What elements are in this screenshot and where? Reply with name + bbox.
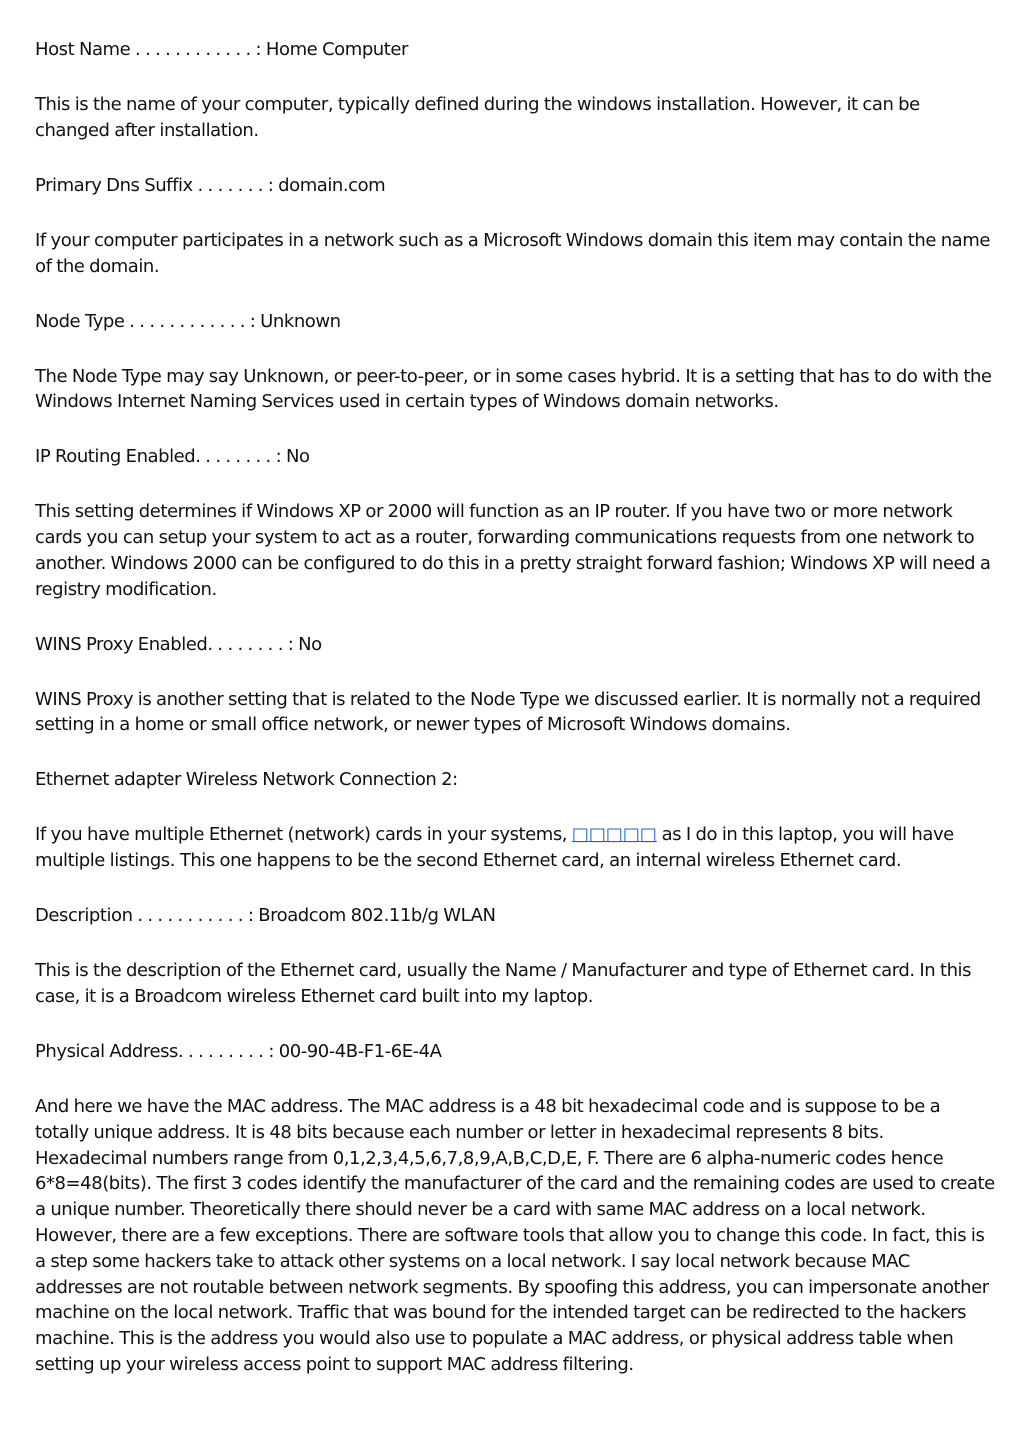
adapter-description-end: as I do in this laptop, you will have multiple listings. This one happens to be the second Ethernet card, an internal wireless Ethernet card.: [35, 824, 954, 872]
document-body: [35, 37, 995, 1407]
physical-address-description: And here we have the MAC address. The MAC address is a 48 bit hexadecimal code and is suppose to be a totally unique address. It is 48 bits because each number or letter in hexadecimal represents 8 bits. Hexadecimal numbers range from 0,1,2,3,4,5,6,7,8,9,A,B,C,D,E, F. There are 6 alpha-numeric codes hence 6*8=48(bits). The first 3 codes identify the manufacturer of the card and the remaining codes are used to create a unique number. Theoretically there should never be a card with same MAC address on a local network. However, there are a few exceptions. There are software tools that allow you to change this code. In fact, this is a step some hackers take to attack other systems on a local network. I say local network because MAC addresses are not routable between network segments. By spoofing this address, you can impersonate another machine on the local network. Traffic that was bound for the intended target can be redirected to the hackers machine. This is the address you would also use to populate a MAC address, or physical address table when setting up your wireless access point to support MAC address filtering.: [35, 1095, 995, 1375]
dns-suffix-description: If your computer participates in a network such as a Microsoft Windows domain this item may contain the name of the domain.: [35, 229, 990, 277]
host-name-line: Host Name . . . . . . . . . . . . : Home Computer: [35, 39, 408, 60]
adapter-description: [35, 822, 995, 874]
node-type-line: Node Type . . . . . . . . . . . . : Unknown: [35, 310, 341, 332]
ip-routing-description: This setting determines if Windows XP or 2000 will function as an IP router. If you have two or more network cards you can setup your system to act as a router, forwarding communications requests from one network to another. Windows 2000 can be configured to do this in a pretty straight forward fashion; Windows XP will need a registry modification.: [35, 501, 991, 600]
description-description: This is the description of the Ethernet card, usually the Name / Manufacturer and type of Ethernet card. In this case, it is a Broadcom wireless Ethernet card built into my laptop.: [35, 960, 972, 1007]
description-line: Description . . . . . . . . . . . : Broadcom 802.11b/g WLAN: [35, 905, 496, 927]
ip-routing-line: IP Routing Enabled. . . . . . . . : No: [35, 446, 310, 468]
wins-proxy-description: WINS Proxy is another setting that is related to the Node Type we discussed earlier. It is normally not a required setting in a home or small office network, or newer types of Microsoft Windows domains.: [35, 688, 981, 736]
physical-address-line: Physical Address. . . . . . . . . : 00-90-4B-F1-6E-4A: [35, 1040, 442, 1062]
node-type-description: The Node Type may say Unknown, or peer-to-peer, or in some cases hybrid. It is a setting that has to do with the Windows Internet Naming Services used in certain types of Windows domain networks.: [35, 365, 992, 413]
dns-suffix-line: Primary Dns Suffix . . . . . . . : domain.com: [35, 174, 386, 196]
wins-proxy-line: WINS Proxy Enabled. . . . . . . . : No: [35, 633, 322, 655]
adapter-heading: Ethernet adapter Wireless Network Connection 2:: [35, 769, 458, 791]
host-name-description: This is the name of your computer, typically defined during the windows installation. However, it can be changed after installation.: [35, 93, 920, 141]
inline-link[interactable]: □□□□□: [571, 824, 657, 846]
adapter-description-start: If you have multiple Ethernet (network) cards in your systems,: [35, 824, 572, 846]
